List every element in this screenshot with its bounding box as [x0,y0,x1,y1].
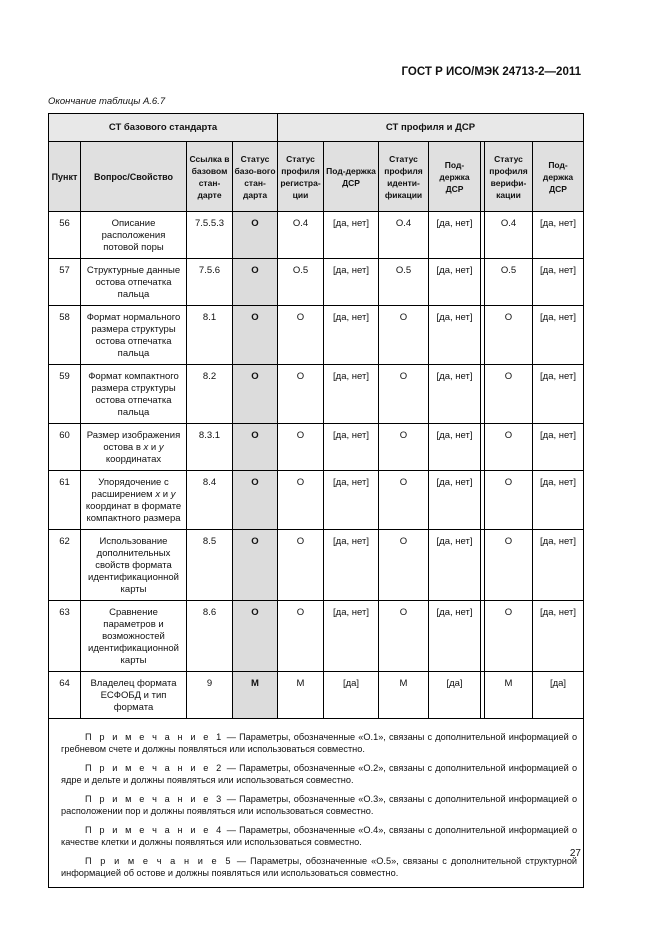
reg-support: [да, нет] [324,365,379,424]
table-row [49,601,584,672]
ver-support: [да, нет] [533,259,584,306]
note-label: П р и м е ч а н и е 4 [85,825,224,835]
reg-status: O [278,306,324,365]
col-item: Пункт [49,142,81,212]
question-part: и [148,442,159,453]
reference: 8.3.1 [187,424,233,471]
item-number: 61 [49,471,81,530]
ver-status: O [485,601,533,672]
note-label: П р и м е ч а н и е 2 [85,763,224,773]
reg-status: O [278,601,324,672]
id-status: O [379,471,429,530]
reference: 7.5.6 [187,259,233,306]
note-1 [61,731,577,755]
id-support: [да, нет] [429,424,481,471]
reg-support: [да] [324,672,379,719]
col-ref: Ссылка в базовом стан-дарте [187,142,233,212]
page-number: 27 [569,848,581,859]
id-status: O [379,530,429,601]
table-row [49,306,584,365]
ver-support: [да, нет] [533,601,584,672]
question-text [81,471,187,530]
ver-support: [да] [533,672,584,719]
table-row [49,212,584,259]
question-part: координатах [105,454,162,465]
ver-status: O.4 [485,212,533,259]
base-status: O [233,365,278,424]
reg-status: O [278,471,324,530]
note-4 [61,824,577,848]
table-row [49,672,584,719]
ver-support: [да, нет] [533,471,584,530]
ver-support: [да, нет] [533,212,584,259]
ver-status: M [485,672,533,719]
group-header-row [49,114,584,142]
col-ver-status: Статус профиля верифи-кации [485,142,533,212]
reg-support: [да, нет] [324,306,379,365]
id-status: M [379,672,429,719]
group-profile: СТ профиля и ДСР [278,114,584,142]
id-support: [да] [429,672,481,719]
table-row [49,259,584,306]
ver-support: [да, нет] [533,424,584,471]
ver-status: O [485,530,533,601]
reg-status: M [278,672,324,719]
col-reg-status: Статус профиля регистра-ции [278,142,324,212]
reg-support: [да, нет] [324,530,379,601]
note-text: — Параметры, обозначенные «O.5», связаны с дополнительной структурной информацией об остове и должны появляться или использоваться совместно. [61,856,578,878]
reg-status: O.5 [278,259,324,306]
base-status: O [233,530,278,601]
ver-status: O.5 [485,259,533,306]
ver-support: [да, нет] [533,530,584,601]
item-number: 57 [49,259,81,306]
note-label: П р и м е ч а н и е 5 [85,856,233,866]
base-status: O [233,601,278,672]
item-number: 58 [49,306,81,365]
base-status: O [233,471,278,530]
reg-support: [да, нет] [324,601,379,672]
note-3 [61,793,577,817]
base-status: O [233,306,278,365]
item-number: 60 [49,424,81,471]
note-label: П р и м е ч а н и е 1 [85,732,224,742]
id-support: [да, нет] [429,306,481,365]
reference: 8.1 [187,306,233,365]
id-status: O [379,306,429,365]
col-base-status: Статус базо-вого стан-дарта [233,142,278,212]
reg-support: [да, нет] [324,424,379,471]
reg-support: [да, нет] [324,259,379,306]
reference: 7.5.5.3 [187,212,233,259]
reference: 8.2 [187,365,233,424]
note-5 [61,855,577,879]
question-text: Использование дополнительных свойств формата идентификационной карты [81,530,187,601]
question-part: и [160,489,171,500]
question-text [81,424,187,471]
item-number: 64 [49,672,81,719]
table-caption: Окончание таблицы А.6.7 [48,96,166,107]
question-part: координат в формате компактного размера [85,501,182,524]
ver-status: O [485,424,533,471]
col-id-status: Статус профиля иденти-фикации [379,142,429,212]
reference: 9 [187,672,233,719]
conformance-table [48,113,584,888]
question-var-y: y [158,442,164,453]
reference: 8.4 [187,471,233,530]
ver-status: O [485,471,533,530]
item-number: 62 [49,530,81,601]
reg-support: [да, нет] [324,212,379,259]
item-number: 59 [49,365,81,424]
table-row [49,471,584,530]
note-text: — Параметры, обозначенные «O.1», связаны с дополнительной информацией о гребневом счете и должны появляться или использоваться совместно. [61,732,578,754]
note-text: — Параметры, обозначенные «O.2», связаны с дополнительной информацией о ядре и дельте и должны появляться или использоваться совместно. [61,763,578,785]
ver-support: [да, нет] [533,365,584,424]
question-text: Описание расположения потовой поры [81,212,187,259]
question-text: Формат нормального размера структуры остова отпечатка пальца [81,306,187,365]
id-support: [да, нет] [429,601,481,672]
item-number: 56 [49,212,81,259]
note-2 [61,762,577,786]
reference: 8.6 [187,601,233,672]
id-status: O [379,601,429,672]
question-text: Владелец формата ЕСФОБД и тип формата [81,672,187,719]
question-var-x: x [143,442,149,453]
question-var-y: y [170,489,176,500]
reg-status: O [278,424,324,471]
reg-status: O [278,530,324,601]
reg-status: O [278,365,324,424]
question-var-x: x [155,489,161,500]
note-text: — Параметры, обозначенные «O.3», связаны с дополнительной информацией о расположении пор и должны появляться или использоваться совместно. [61,794,578,816]
question-text: Формат компактного размера структуры остова отпечатка пальца [81,365,187,424]
base-status: M [233,672,278,719]
ver-support: [да, нет] [533,306,584,365]
notes-row [49,719,584,888]
base-status: O [233,424,278,471]
question-text: Структурные данные остова отпечатка пальца [81,259,187,306]
id-status: O [379,365,429,424]
id-support: [да, нет] [429,530,481,601]
id-status: O.5 [379,259,429,306]
ver-status: O [485,365,533,424]
item-number: 63 [49,601,81,672]
ver-status: O [485,306,533,365]
col-question: Вопрос/Свойство [81,142,187,212]
base-status: O [233,259,278,306]
standard-designation: ГОСТ Р ИСО/МЭК 24713-2—2011 [401,66,581,78]
reference: 8.5 [187,530,233,601]
note-label: П р и м е ч а н и е 3 [85,794,224,804]
reg-support: [да, нет] [324,471,379,530]
base-status: O [233,212,278,259]
table-row [49,530,584,601]
col-reg-support: Под-держка ДСР [324,142,379,212]
table-row [49,424,584,471]
question-part: Размер изображения остова в [86,430,181,453]
id-support: [да, нет] [429,365,481,424]
question-part: Упорядочение с расширением [91,477,169,500]
col-ver-support: Под-держка ДСР [533,142,584,212]
id-status: O [379,424,429,471]
id-support: [да, нет] [429,471,481,530]
id-status: O.4 [379,212,429,259]
col-id-support: Под-держка ДСР [429,142,481,212]
id-support: [да, нет] [429,259,481,306]
id-support: [да, нет] [429,212,481,259]
note-text: — Параметры, обозначенные «O.4», связаны с дополнительной информацией о качестве клетки и должны появляться или использоваться совместно. [61,825,578,847]
reg-status: O.4 [278,212,324,259]
table-row [49,365,584,424]
question-text: Сравнение параметров и возможностей идентификационной карты [81,601,187,672]
group-base-standard: СТ базового стандарта [49,114,278,142]
notes-cell [49,719,584,888]
column-header-row [49,142,584,212]
